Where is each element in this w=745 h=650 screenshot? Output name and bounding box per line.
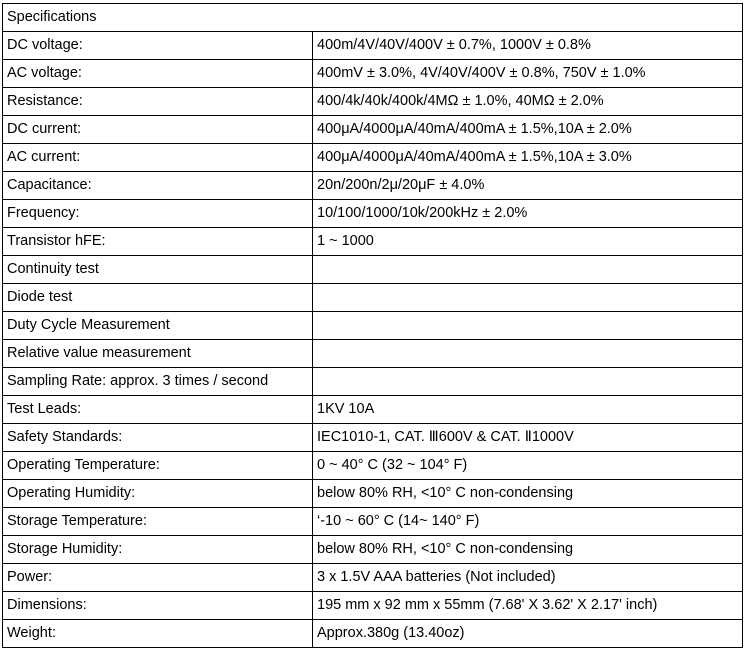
spec-value: 1 ~ 1000 — [313, 228, 743, 256]
spec-label: Safety Standards: — [3, 424, 313, 452]
spec-value: 20n/200n/2μ/20μF ± 4.0% — [313, 172, 743, 200]
table-row — [3, 256, 743, 284]
spec-label: Capacitance: — [3, 172, 313, 200]
table-row — [3, 340, 743, 368]
table-row — [3, 144, 743, 172]
spec-value — [313, 284, 743, 312]
table-row — [3, 172, 743, 200]
spec-label: Power: — [3, 564, 313, 592]
table-row — [3, 452, 743, 480]
spec-value: 1KV 10A — [313, 396, 743, 424]
spec-value: 400μA/4000μA/40mA/400mA ± 1.5%,10A ± 2.0% — [313, 116, 743, 144]
table-row — [3, 60, 743, 88]
table-row — [3, 424, 743, 452]
spec-label: AC voltage: — [3, 60, 313, 88]
table-row — [3, 620, 743, 648]
spec-label: Storage Humidity: — [3, 536, 313, 564]
table-row — [3, 564, 743, 592]
spec-value: below 80% RH, <10° C non-condensing — [313, 536, 743, 564]
spec-label: Operating Temperature: — [3, 452, 313, 480]
spec-value — [313, 368, 743, 396]
spec-value — [313, 340, 743, 368]
spec-label: Test Leads: — [3, 396, 313, 424]
spec-label: Relative value measurement — [3, 340, 313, 368]
table-row — [3, 508, 743, 536]
specifications-table — [2, 3, 743, 648]
table-row — [3, 480, 743, 508]
spec-label: Frequency: — [3, 200, 313, 228]
table-row — [3, 368, 743, 396]
spec-value: 400mV ± 3.0%, 4V/40V/400V ± 0.8%, 750V ± 1.0% — [313, 60, 743, 88]
spec-label: Continuity test — [3, 256, 313, 284]
spec-value: 3 x 1.5V AAA batteries (Not included) — [313, 564, 743, 592]
spec-label: Operating Humidity: — [3, 480, 313, 508]
spec-value: 195 mm x 92 mm x 55mm (7.68' X 3.62' X 2.17' inch) — [313, 592, 743, 620]
spec-value: 400μA/4000μA/40mA/400mA ± 1.5%,10A ± 3.0% — [313, 144, 743, 172]
spec-value: below 80% RH, <10° C non-condensing — [313, 480, 743, 508]
spec-value — [313, 312, 743, 340]
spec-value: ‘-10 ~ 60° C (14~ 140° F) — [313, 508, 743, 536]
spec-label: DC current: — [3, 116, 313, 144]
table-row — [3, 32, 743, 60]
spec-label: Transistor hFE: — [3, 228, 313, 256]
spec-label: Duty Cycle Measurement — [3, 312, 313, 340]
spec-label: Storage Temperature: — [3, 508, 313, 536]
spec-value: 10/100/1000/10k/200kHz ± 2.0% — [313, 200, 743, 228]
spec-value: 0 ~ 40° C (32 ~ 104° F) — [313, 452, 743, 480]
spec-label: Weight: — [3, 620, 313, 648]
spec-value: 400m/4V/40V/400V ± 0.7%, 1000V ± 0.8% — [313, 32, 743, 60]
table-row — [3, 396, 743, 424]
table-row — [3, 284, 743, 312]
table-row — [3, 536, 743, 564]
spec-label: Resistance: — [3, 88, 313, 116]
spec-value: Approx.380g (13.40oz) — [313, 620, 743, 648]
spec-value: IEC1010-1, CAT. Ⅲ600V & CAT. Ⅱ1000V — [313, 424, 743, 452]
table-row — [3, 228, 743, 256]
spec-value: 400/4k/40k/400k/4MΩ ± 1.0%, 40MΩ ± 2.0% — [313, 88, 743, 116]
spec-value — [313, 256, 743, 284]
spec-label: Dimensions: — [3, 592, 313, 620]
table-row — [3, 88, 743, 116]
table-row — [3, 200, 743, 228]
table-row — [3, 116, 743, 144]
table-title: Specifications — [3, 4, 743, 32]
spec-label: DC voltage: — [3, 32, 313, 60]
table-row — [3, 312, 743, 340]
table-header-row — [3, 4, 743, 32]
spec-label: AC current: — [3, 144, 313, 172]
spec-label: Sampling Rate: approx. 3 times / second — [3, 368, 313, 396]
spec-label: Diode test — [3, 284, 313, 312]
table-row — [3, 592, 743, 620]
